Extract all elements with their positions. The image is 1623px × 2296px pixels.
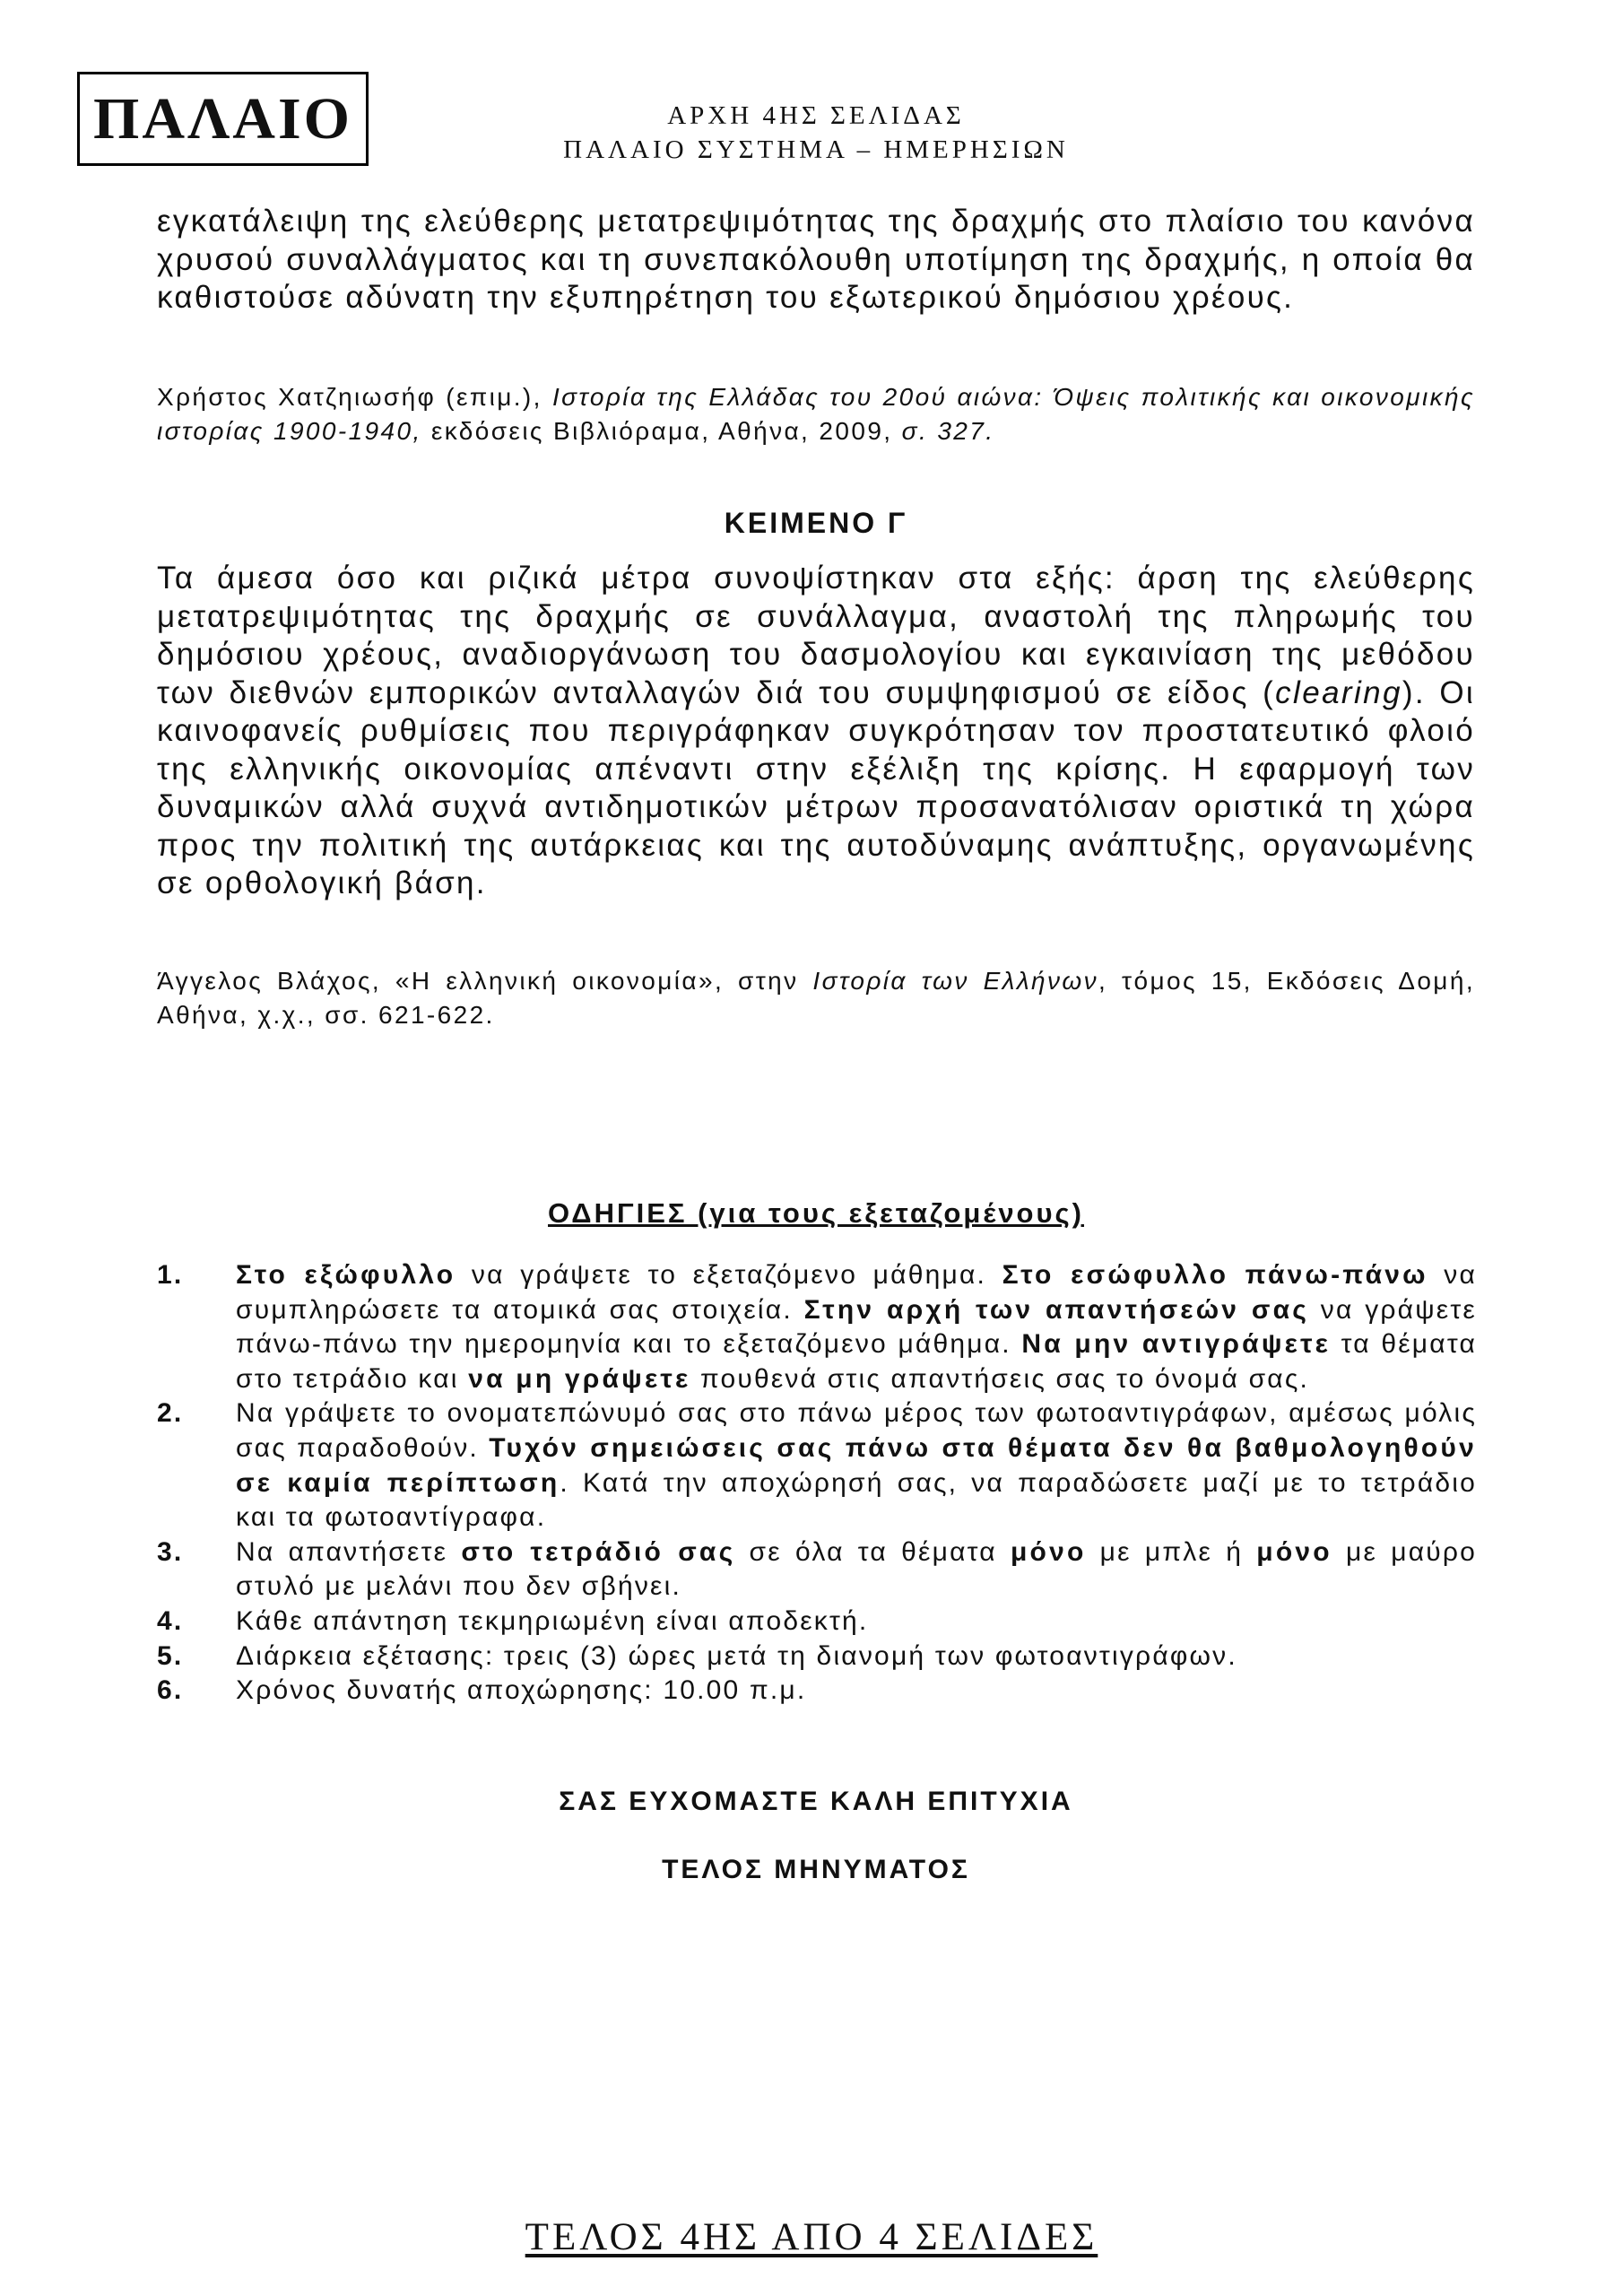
page-header-line2: ΠΑΛΑΙΟ ΣΥΣΤΗΜΑ – ΗΜΕΡΗΣΙΩΝ bbox=[563, 135, 1069, 164]
instruction-number: 6. bbox=[157, 1675, 184, 1706]
instructions-title: ΟΔΗΓΙΕΣ (για τους εξεταζομένους) bbox=[548, 1197, 1084, 1229]
keimeno-g-title: ΚΕΙΜΕΝΟ Γ bbox=[724, 507, 908, 539]
instruction-number: 2. bbox=[157, 1398, 184, 1429]
instruction-text: σε όλα τα θέματα bbox=[735, 1536, 1011, 1567]
citation-author: Άγγελος Βλάχος, «Η ελληνική οικονομία», στην bbox=[157, 967, 813, 995]
instruction-emphasis: Στο εσώφυλλο πάνω-πάνω bbox=[1002, 1260, 1428, 1290]
instruction-item bbox=[157, 1674, 1477, 1709]
instruction-text: τα θέματα στο τετράδιο και bbox=[236, 1329, 1477, 1394]
instruction-emphasis: Να μην αντιγράψετε bbox=[1021, 1329, 1332, 1360]
closing-wish: ΣΑΣ ΕΥΧΟΜΑΣΤΕ ΚΑΛΗ ΕΠΙΤΥΧΙΑ bbox=[559, 1787, 1073, 1816]
instruction-emphasis: Τυχόν σημειώσεις σας πάνω στα θέματα δεν θα βαθμολογηθούν σε καμία περίπτωση bbox=[236, 1432, 1477, 1498]
instruction-text: Κάθε απάντηση τεκμηριωμένη είναι αποδεκτή. bbox=[236, 1605, 869, 1636]
citation-title: Ιστορία της Ελλάδας του 20ού αιώνα: Όψεις πολιτικής και οικονομικής ιστορίας 1900-1940, bbox=[157, 383, 1475, 445]
instruction-emphasis: να μη γράψετε bbox=[468, 1363, 691, 1394]
keimeno-g-text-part1: Τα άμεσα όσο και ριζικά μέτρα συνοψίστηκαν στα εξής: άρση της ελεύθερης μετατρεψιμότητας της δραχμής σε συνάλλαγμα, αναστολή της πληρωμής του δημόσιου χρέους, αναδιοργάνωση του δασμολογίου και εγκαινίαση της μεθόδου των διεθνών εμπορικών ανταλλαγών διά του συμψηφισμού σε είδος ( bbox=[157, 561, 1475, 710]
citation-details: , τόμος 15, Εκδόσεις Δομή, Αθήνα, χ.χ., σσ. 621-622. bbox=[157, 967, 1475, 1029]
instruction-text: να συμπληρώσετε τα ατομικά σας στοιχεία. bbox=[236, 1260, 1478, 1325]
instruction-emphasis: στο τετράδιό σας bbox=[461, 1536, 736, 1567]
instruction-emphasis: μόνο bbox=[1010, 1536, 1087, 1567]
passage-b-citation bbox=[157, 380, 1475, 448]
instruction-text: με μπλε ή bbox=[1086, 1536, 1257, 1567]
citation-page: σ. 327. bbox=[901, 417, 995, 445]
instruction-item bbox=[157, 1258, 1477, 1396]
instruction-item bbox=[157, 1639, 1477, 1674]
keimeno-g-text-italic: clearing bbox=[1275, 674, 1402, 710]
instruction-text: Να γράψετε το ονοματεπώνυμό σας στο πάνω μέρος των φωτοαντιγράφων, αμέσως μόλις σας παραδοθούν. bbox=[236, 1398, 1477, 1463]
instruction-text: με μαύρο στυλό με μελάνι που δεν σβήνει. bbox=[236, 1536, 1477, 1602]
keimeno-g-text-part2: ). Οι καινοφανείς ρυθμίσεις που περιγράφηκαν συγκρότησαν τον προστατευτικό φλοιό της ελληνικής οικονομίας απέναντι στην εξέλιξη της κρίσης. Η εφαρμογή των δυναμικών αλλά συχνά αντιδημοτικών μέτρων προσανατόλισαν οριστικά τη χώρα προς την πολιτική της αυτάρκειας και της αυτοδύναμης ανάπτυξης, οργανωμένης σε ορθολογική βάση. bbox=[157, 674, 1476, 900]
keimeno-g-text bbox=[157, 560, 1475, 903]
instruction-text: . Κατά την αποχώρησή σας, να παραδώσετε μαζί με το τετράδιο και τα φωτοαντίγραφα. bbox=[236, 1467, 1478, 1533]
system-stamp: ΠΑΛΑΙΟ bbox=[77, 72, 369, 166]
instruction-number: 1. bbox=[157, 1260, 184, 1290]
instruction-text: Χρόνος δυνατής αποχώρησης: 10.00 π.μ. bbox=[236, 1675, 807, 1706]
citation-title: Ιστορία των Ελλήνων bbox=[812, 967, 1098, 995]
instruction-emphasis: Στο εξώφυλλο bbox=[236, 1260, 456, 1290]
instruction-number: 4. bbox=[157, 1605, 184, 1636]
instruction-item bbox=[157, 1535, 1477, 1605]
instruction-text: Διάρκεια εξέτασης: τρεις (3) ώρες μετά τη διανομή των φωτοαντιγράφων. bbox=[236, 1640, 1237, 1671]
instruction-number: 3. bbox=[157, 1536, 184, 1567]
page-header-line1: ΑΡΧΗ 4ΗΣ ΣΕΛΙΔΑΣ bbox=[667, 101, 965, 130]
citation-publisher: εκδόσεις Βιβλιόραμα, Αθήνα, 2009, bbox=[421, 417, 902, 445]
instruction-emphasis: Στην αρχή των απαντήσεών σας bbox=[803, 1294, 1310, 1325]
instructions-list bbox=[157, 1258, 1477, 1709]
instruction-text: να γράψετε πάνω-πάνω την ημερομηνία και το εξεταζόμενο μάθημα. bbox=[236, 1294, 1478, 1360]
instruction-text: να γράψετε το εξεταζόμενο μάθημα. bbox=[456, 1260, 1002, 1290]
instruction-item bbox=[157, 1396, 1477, 1535]
instruction-text: Να απαντήσετε bbox=[236, 1536, 462, 1567]
instruction-emphasis: μόνο bbox=[1256, 1536, 1332, 1567]
keimeno-g-citation bbox=[157, 964, 1475, 1032]
page-footer: ΤΕΛΟΣ 4ΗΣ ΑΠΟ 4 ΣΕΛΙΔΕΣ bbox=[525, 2216, 1098, 2258]
end-of-message: ΤΕΛΟΣ ΜΗΝΥΜΑΤΟΣ bbox=[662, 1855, 970, 1884]
instruction-text: πουθενά στις απαντήσεις σας το όνομά σας. bbox=[690, 1363, 1310, 1394]
instruction-item bbox=[157, 1605, 1477, 1639]
citation-author: Χρήστος Χατζηιωσήφ (επιμ.), bbox=[157, 383, 552, 411]
passage-b-continuation: εγκατάλειψη της ελεύθερης μετατρεψιμότητας της δραχμής στο πλαίσιο του κανόνα χρυσού συναλλάγματος και τη συνεπακόλουθη υποτίμηση της δραχμής, η οποία θα καθιστούσε αδύνατη την εξυπηρέτηση του εξωτερικού δημόσιου χρέους. bbox=[157, 204, 1475, 315]
instruction-number: 5. bbox=[157, 1640, 184, 1671]
